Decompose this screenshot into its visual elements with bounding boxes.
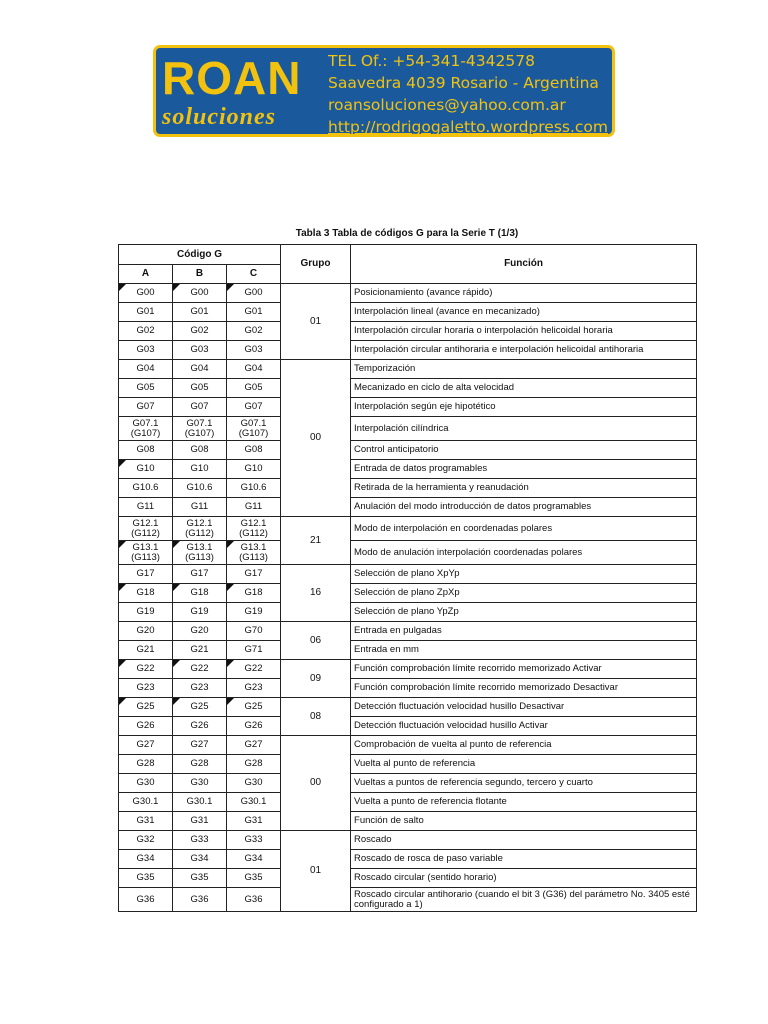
group-cell: 01 [281, 831, 351, 912]
function-cell: Vuelta al punto de referencia [351, 755, 697, 774]
function-cell: Detección fluctuación velocidad husillo Activar [351, 717, 697, 736]
code-cell-b: G31 [173, 812, 227, 831]
function-cell: Interpolación según eje hipotético [351, 398, 697, 417]
function-cell: Interpolación circular antihoraria e interpolación helicoidal antihoraria [351, 341, 697, 360]
code-cell-a: G11 [119, 498, 173, 517]
code-cell-a: G35 [119, 869, 173, 888]
brand-logo-text: ROAN [162, 52, 302, 104]
code-cell-b: G13.1 (G113) [173, 541, 227, 565]
code-cell-c: G30 [227, 774, 281, 793]
function-cell: Detección fluctuación velocidad husillo Desactivar [351, 698, 697, 717]
code-cell-a: G32 [119, 831, 173, 850]
group-cell: 21 [281, 517, 351, 565]
code-cell-a: G10.6 [119, 479, 173, 498]
code-cell-a: G03 [119, 341, 173, 360]
code-cell-c: G03 [227, 341, 281, 360]
code-cell-a: G02 [119, 322, 173, 341]
table-row [119, 379, 697, 398]
table-row [119, 417, 697, 441]
g-code-table [118, 244, 697, 912]
code-cell-a: G12.1 (G112) [119, 517, 173, 541]
code-cell-b: G02 [173, 322, 227, 341]
code-cell-a: G31 [119, 812, 173, 831]
header-grupo: Grupo [281, 245, 351, 284]
code-cell-a: G20 [119, 622, 173, 641]
table-row [119, 541, 697, 565]
code-cell-c: G13.1 (G113) [227, 541, 281, 565]
code-cell-c: G12.1 (G112) [227, 517, 281, 541]
code-cell-b: G05 [173, 379, 227, 398]
code-cell-a: G28 [119, 755, 173, 774]
code-cell-b: G21 [173, 641, 227, 660]
code-cell-b: G08 [173, 441, 227, 460]
header-col-b: B [173, 265, 227, 284]
table-row [119, 717, 697, 736]
code-cell-a: G08 [119, 441, 173, 460]
code-cell-b: G36 [173, 888, 227, 912]
contact-website-link[interactable]: http://rodrigogaletto.wordpress.com [328, 118, 608, 136]
code-cell-b: G04 [173, 360, 227, 379]
function-cell: Vuelta a punto de referencia flotante [351, 793, 697, 812]
brand-tagline: soluciones [162, 104, 277, 130]
function-cell: Modo de interpolación en coordenadas polares [351, 517, 697, 541]
code-cell-a: G26 [119, 717, 173, 736]
header-funcion: Función [351, 245, 697, 284]
table-row [119, 584, 697, 603]
code-cell-c: G11 [227, 498, 281, 517]
table-row [119, 284, 697, 303]
table-row [119, 517, 697, 541]
function-cell: Interpolación circular horaria o interpolación helicoidal horaria [351, 322, 697, 341]
table-row [119, 869, 697, 888]
code-cell-a: G23 [119, 679, 173, 698]
code-cell-b: G25 [173, 698, 227, 717]
code-cell-b: G28 [173, 755, 227, 774]
code-cell-b: G30 [173, 774, 227, 793]
table-row [119, 888, 697, 912]
group-cell: 08 [281, 698, 351, 736]
code-cell-b: G11 [173, 498, 227, 517]
table-title: Tabla 3 Tabla de códigos G para la Serie T (1/3) [295, 228, 519, 239]
code-cell-c: G34 [227, 850, 281, 869]
code-cell-b: G33 [173, 831, 227, 850]
code-cell-c: G25 [227, 698, 281, 717]
contact-phone: TEL Of.: +54-341-4342578 [328, 52, 535, 70]
table-row [119, 679, 697, 698]
code-cell-b: G10 [173, 460, 227, 479]
function-cell: Anulación del modo introducción de datos programables [351, 498, 697, 517]
table-row [119, 441, 697, 460]
table-row [119, 360, 697, 379]
function-cell: Selección de plano XpYp [351, 565, 697, 584]
table-row [119, 479, 697, 498]
code-cell-b: G30.1 [173, 793, 227, 812]
code-cell-a: G36 [119, 888, 173, 912]
function-cell: Función de salto [351, 812, 697, 831]
code-cell-c: G17 [227, 565, 281, 584]
table-row [119, 736, 697, 755]
code-cell-b: G18 [173, 584, 227, 603]
table-row [119, 603, 697, 622]
code-cell-a: G30.1 [119, 793, 173, 812]
table-row [119, 460, 697, 479]
group-cell: 09 [281, 660, 351, 698]
code-cell-a: G22 [119, 660, 173, 679]
code-cell-a: G27 [119, 736, 173, 755]
function-cell: Retirada de la herramienta y reanudación [351, 479, 697, 498]
function-cell: Roscado de rosca de paso variable [351, 850, 697, 869]
group-cell: 16 [281, 565, 351, 622]
function-cell: Entrada en mm [351, 641, 697, 660]
function-cell: Modo de anulación interpolación coordenadas polares [351, 541, 697, 565]
code-cell-a: G01 [119, 303, 173, 322]
table-row [119, 850, 697, 869]
code-cell-b: G12.1 (G112) [173, 517, 227, 541]
code-cell-b: G26 [173, 717, 227, 736]
function-cell: Función comprobación límite recorrido memorizado Desactivar [351, 679, 697, 698]
header-col-a: A [119, 265, 173, 284]
table-row [119, 660, 697, 679]
code-cell-a: G19 [119, 603, 173, 622]
table-row [119, 812, 697, 831]
code-cell-c: G31 [227, 812, 281, 831]
code-cell-c: G30.1 [227, 793, 281, 812]
header-col-c: C [227, 265, 281, 284]
code-cell-c: G02 [227, 322, 281, 341]
table-row [119, 793, 697, 812]
code-cell-b: G19 [173, 603, 227, 622]
code-cell-c: G33 [227, 831, 281, 850]
code-cell-a: G05 [119, 379, 173, 398]
function-cell: Roscado circular (sentido horario) [351, 869, 697, 888]
code-cell-c: G28 [227, 755, 281, 774]
code-cell-b: G23 [173, 679, 227, 698]
table-row [119, 774, 697, 793]
code-cell-c: G22 [227, 660, 281, 679]
table-row [119, 622, 697, 641]
code-cell-c: G05 [227, 379, 281, 398]
code-cell-c: G00 [227, 284, 281, 303]
code-cell-b: G00 [173, 284, 227, 303]
header-codigo-g: Código G [119, 245, 281, 265]
table-row [119, 498, 697, 517]
company-banner [153, 45, 615, 137]
table-row [119, 565, 697, 584]
code-cell-c: G36 [227, 888, 281, 912]
code-cell-a: G10 [119, 460, 173, 479]
code-cell-a: G18 [119, 584, 173, 603]
code-cell-b: G35 [173, 869, 227, 888]
function-cell: Comprobación de vuelta al punto de referencia [351, 736, 697, 755]
code-cell-a: G04 [119, 360, 173, 379]
code-cell-c: G18 [227, 584, 281, 603]
function-cell: Control anticipatorio [351, 441, 697, 460]
group-cell: 00 [281, 360, 351, 517]
table-row [119, 755, 697, 774]
code-cell-c: G04 [227, 360, 281, 379]
table-row [119, 398, 697, 417]
code-cell-b: G07.1 (G107) [173, 417, 227, 441]
code-cell-c: G08 [227, 441, 281, 460]
code-cell-c: G35 [227, 869, 281, 888]
table-row [119, 341, 697, 360]
code-cell-b: G07 [173, 398, 227, 417]
code-cell-b: G34 [173, 850, 227, 869]
function-cell: Entrada en pulgadas [351, 622, 697, 641]
code-cell-c: G71 [227, 641, 281, 660]
code-cell-a: G07 [119, 398, 173, 417]
function-cell: Posicionamiento (avance rápido) [351, 284, 697, 303]
code-cell-b: G01 [173, 303, 227, 322]
code-cell-c: G26 [227, 717, 281, 736]
function-cell: Interpolación cilíndrica [351, 417, 697, 441]
code-cell-a: G21 [119, 641, 173, 660]
group-cell: 06 [281, 622, 351, 660]
code-cell-c: G27 [227, 736, 281, 755]
function-cell: Temporización [351, 360, 697, 379]
function-cell: Roscado [351, 831, 697, 850]
code-cell-b: G10.6 [173, 479, 227, 498]
code-cell-c: G19 [227, 603, 281, 622]
table-row [119, 831, 697, 850]
group-cell: 00 [281, 736, 351, 831]
contact-email[interactable]: roansoluciones@yahoo.com.ar [328, 96, 566, 114]
g-code-table-body [119, 284, 697, 912]
code-cell-b: G17 [173, 565, 227, 584]
code-cell-a: G17 [119, 565, 173, 584]
function-cell: Interpolación lineal (avance en mecanizado) [351, 303, 697, 322]
code-cell-b: G27 [173, 736, 227, 755]
function-cell: Selección de plano ZpXp [351, 584, 697, 603]
function-cell: Selección de plano YpZp [351, 603, 697, 622]
table-row [119, 322, 697, 341]
function-cell: Mecanizado en ciclo de alta velocidad [351, 379, 697, 398]
code-cell-a: G13.1 (G113) [119, 541, 173, 565]
code-cell-a: G25 [119, 698, 173, 717]
code-cell-b: G03 [173, 341, 227, 360]
contact-address: Saavedra 4039 Rosario - Argentina [328, 74, 599, 92]
table-row [119, 641, 697, 660]
code-cell-a: G07.1 (G107) [119, 417, 173, 441]
code-cell-b: G20 [173, 622, 227, 641]
code-cell-c: G23 [227, 679, 281, 698]
function-cell: Vueltas a puntos de referencia segundo, tercero y cuarto [351, 774, 697, 793]
function-cell: Función comprobación límite recorrido memorizado Activar [351, 660, 697, 679]
code-cell-a: G34 [119, 850, 173, 869]
code-cell-c: G07 [227, 398, 281, 417]
table-row [119, 303, 697, 322]
code-cell-c: G01 [227, 303, 281, 322]
code-cell-c: G10 [227, 460, 281, 479]
code-cell-c: G07.1 (G107) [227, 417, 281, 441]
code-cell-a: G30 [119, 774, 173, 793]
code-cell-c: G70 [227, 622, 281, 641]
code-cell-a: G00 [119, 284, 173, 303]
function-cell: Entrada de datos programables [351, 460, 697, 479]
code-cell-b: G22 [173, 660, 227, 679]
table-row [119, 698, 697, 717]
code-cell-c: G10.6 [227, 479, 281, 498]
group-cell: 01 [281, 284, 351, 360]
function-cell: Roscado circular antihorario (cuando el bit 3 (G36) del parámetro No. 3405 esté configurado a 1) [351, 888, 697, 912]
